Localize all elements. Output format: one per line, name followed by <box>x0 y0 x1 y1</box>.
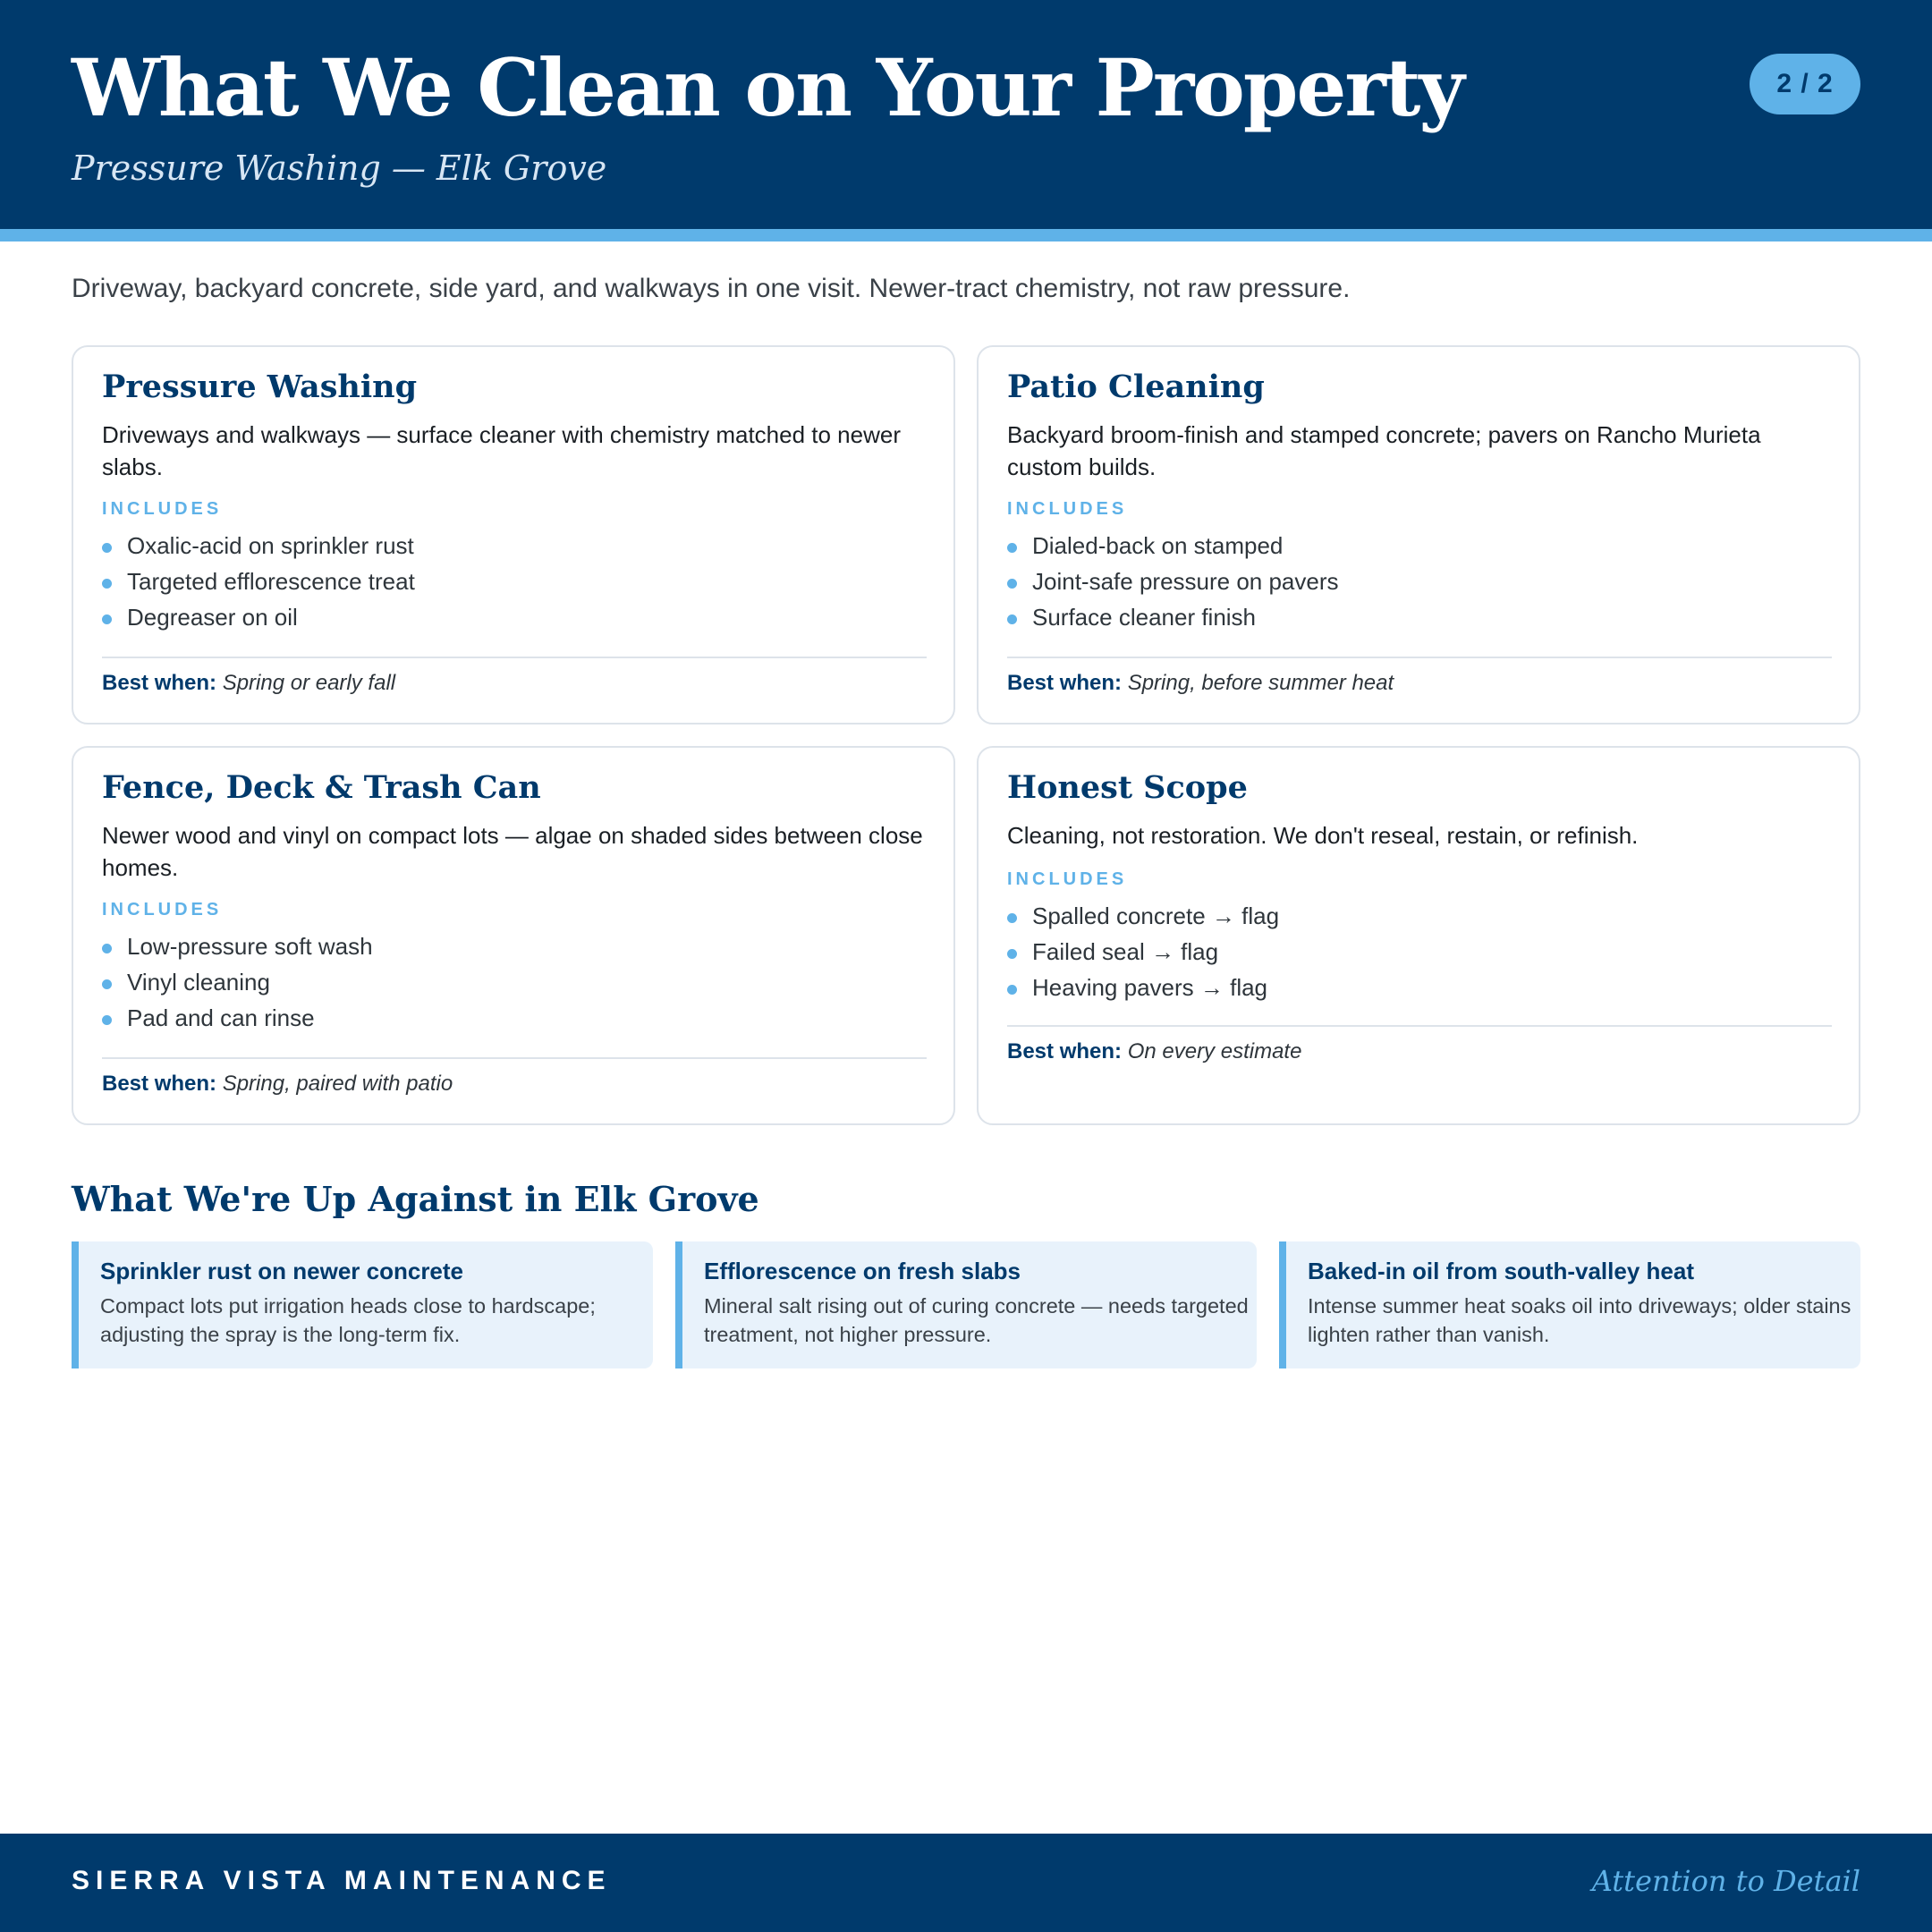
best-when-value: Spring, paired with patio <box>222 1072 453 1096</box>
card-title: Patio Cleaning <box>1007 369 1265 405</box>
list-item-text: Vinyl cleaning <box>127 969 270 996</box>
list-item-text: Surface cleaner finish <box>1032 604 1257 631</box>
page-header <box>0 0 1932 229</box>
list-item-text: Heaving pavers → flag <box>1032 974 1268 1001</box>
best-when-value: Spring or early fall <box>222 671 396 695</box>
bullet-dot-icon <box>1007 579 1017 589</box>
bullet-dot-icon <box>1007 913 1017 923</box>
page-subtitle: Pressure Washing — Elk Grove <box>72 148 607 188</box>
challenge-card-baked-in-oil <box>1279 1241 1860 1368</box>
list-item-text: Oxalic-acid on sprinkler rust <box>127 532 414 559</box>
list-item <box>102 1000 373 1036</box>
list-item <box>1007 564 1339 599</box>
card-divider <box>1007 1025 1832 1027</box>
list-item <box>102 928 373 964</box>
challenges-section-title: What We're Up Against in Elk Grove <box>72 1179 759 1219</box>
bullet-dot-icon <box>1007 614 1017 624</box>
page-title: What We Clean on Your Property <box>72 41 1463 134</box>
brand-name: SIERRA VISTA MAINTENANCE <box>72 1866 612 1895</box>
best-when-label: Best when: <box>1007 1039 1123 1063</box>
bullet-dot-icon <box>102 579 112 589</box>
includes-list <box>102 528 415 635</box>
list-item <box>1007 970 1279 1005</box>
list-item <box>102 528 415 564</box>
best-when <box>102 1072 453 1097</box>
card-divider <box>102 657 927 658</box>
challenge-card-efflorescence <box>675 1241 1257 1368</box>
challenge-description: Intense summer heat soaks oil into driveways; older stains lighten rather than vanish. <box>1308 1294 1852 1346</box>
list-item-text: Dialed-back on stamped <box>1032 532 1284 559</box>
header-accent-bar <box>0 229 1932 242</box>
list-item-text: Joint-safe pressure on pavers <box>1032 568 1339 595</box>
list-item <box>1007 898 1279 934</box>
bullet-dot-icon <box>1007 985 1017 995</box>
bullet-dot-icon <box>102 543 112 553</box>
challenge-title: Sprinkler rust on newer concrete <box>100 1258 464 1284</box>
list-item <box>1007 599 1339 635</box>
list-item-text: Low-pressure soft wash <box>127 933 373 960</box>
challenge-title: Efflorescence on fresh slabs <box>704 1258 1021 1284</box>
list-item-text: Degreaser on oil <box>127 604 298 631</box>
best-when-value: Spring, before summer heat <box>1127 671 1394 695</box>
list-item <box>1007 528 1339 564</box>
list-item-text: Pad and can rinse <box>127 1004 315 1031</box>
includes-label: INCLUDES <box>102 900 223 919</box>
bullet-dot-icon <box>1007 543 1017 553</box>
list-item <box>102 599 415 635</box>
list-item <box>1007 934 1279 970</box>
list-item-text: Spalled concrete → flag <box>1032 902 1280 929</box>
card-title: Pressure Washing <box>102 369 418 405</box>
includes-label: INCLUDES <box>1007 499 1128 519</box>
bullet-dot-icon <box>102 944 112 953</box>
best-when-label: Best when: <box>1007 671 1123 695</box>
card-description: Backyard broom-finish and stamped concrete; pavers on Rancho Murieta custom builds. <box>1007 421 1761 480</box>
challenge-description: Compact lots put irrigation heads close to hardscape; adjusting the spray is the long-term fix. <box>100 1294 596 1346</box>
card-divider <box>1007 657 1832 658</box>
list-item <box>102 964 373 1000</box>
service-card-honest-scope <box>977 746 1860 1125</box>
includes-list <box>1007 528 1339 635</box>
best-when <box>1007 671 1394 696</box>
card-title: Fence, Deck & Trash Can <box>102 769 541 806</box>
bullet-dot-icon <box>102 979 112 989</box>
page-indicator-badge: 2 / 2 <box>1750 54 1860 114</box>
list-item <box>102 564 415 599</box>
includes-list <box>1007 898 1279 1005</box>
best-when-value: On every estimate <box>1127 1039 1302 1063</box>
bullet-dot-icon <box>1007 949 1017 959</box>
service-card-patio-cleaning <box>977 345 1860 724</box>
card-description: Driveways and walkways — surface cleaner with chemistry matched to newer slabs. <box>102 421 902 480</box>
best-when-label: Best when: <box>102 671 217 695</box>
best-when-label: Best when: <box>102 1072 217 1096</box>
card-description: Newer wood and vinyl on compact lots — algae on shaded sides between close homes. <box>102 822 923 881</box>
includes-label: INCLUDES <box>1007 869 1128 889</box>
best-when <box>102 671 395 696</box>
card-description: Cleaning, not restoration. We don't reseal, restain, or refinish. <box>1007 822 1639 849</box>
brand-tagline: Attention to Detail <box>1591 1864 1860 1898</box>
card-title: Honest Scope <box>1007 769 1248 806</box>
includes-list <box>102 928 373 1036</box>
bullet-dot-icon <box>102 1015 112 1025</box>
challenge-title: Baked-in oil from south-valley heat <box>1308 1258 1694 1284</box>
challenge-description: Mineral salt rising out of curing concrete — needs targeted treatment, not higher pressure. <box>704 1294 1249 1346</box>
page-footer <box>0 1834 1932 1932</box>
service-card-fence-deck-trash-can <box>72 746 955 1125</box>
best-when <box>1007 1039 1301 1064</box>
list-item-text: Targeted efflorescence treat <box>127 568 415 595</box>
card-divider <box>102 1057 927 1059</box>
list-item-text: Failed seal → flag <box>1032 938 1219 965</box>
service-card-pressure-washing <box>72 345 955 724</box>
intro-text: Driveway, backyard concrete, side yard, and walkways in one visit. Newer-tract chemistry, not raw pressure. <box>72 274 1351 303</box>
bullet-dot-icon <box>102 614 112 624</box>
challenge-card-sprinkler-rust <box>72 1241 653 1368</box>
includes-label: INCLUDES <box>102 499 223 519</box>
